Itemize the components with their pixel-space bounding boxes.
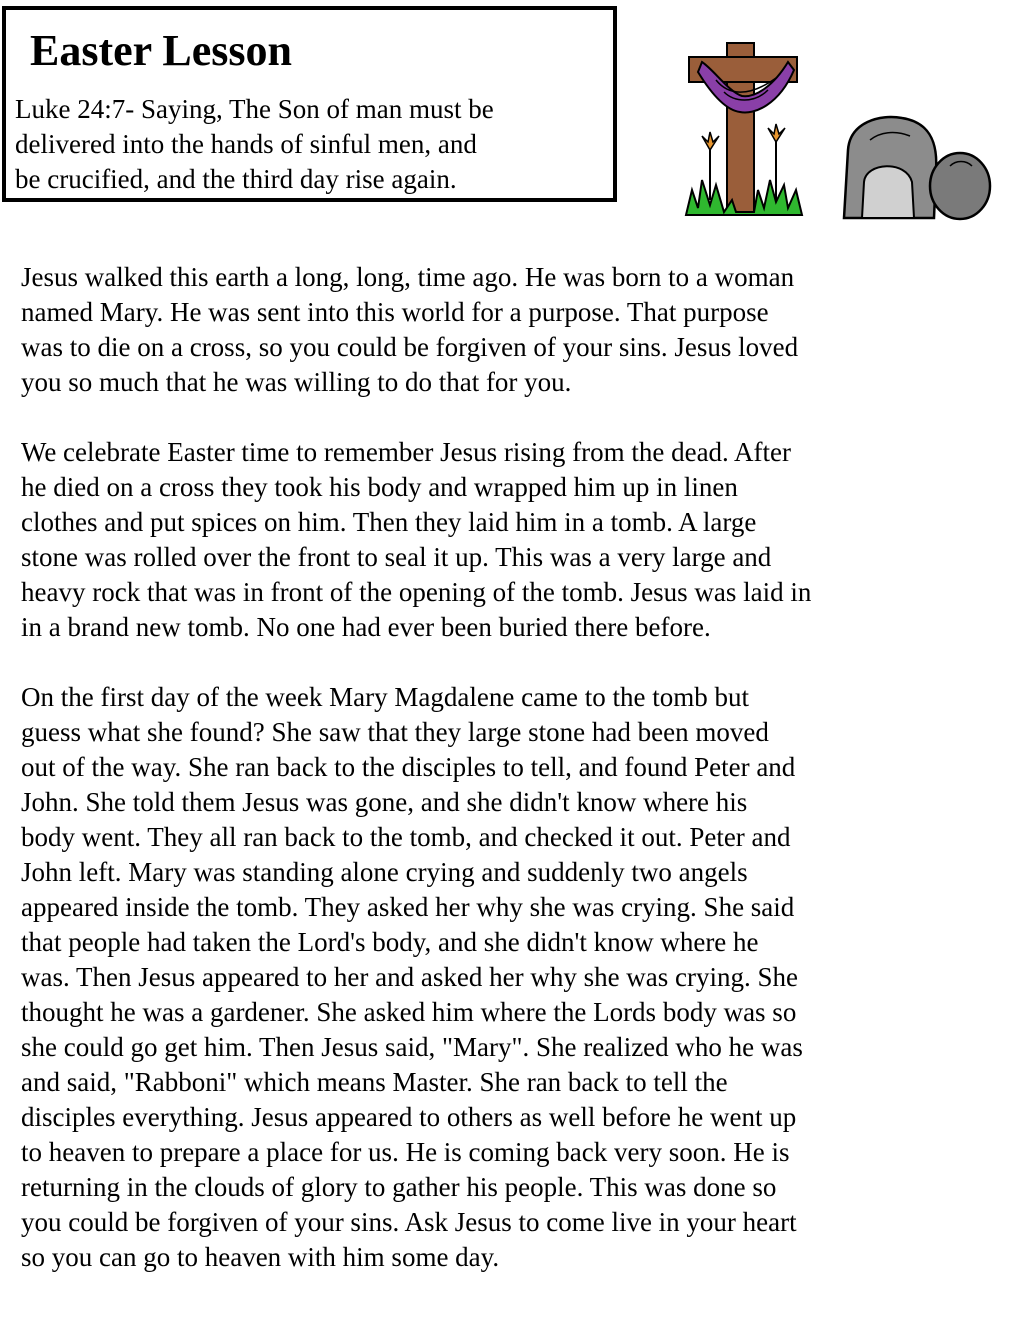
lesson-paragraph bbox=[21, 260, 1001, 400]
paragraph-line: so you can go to heaven with him some day. bbox=[21, 1242, 500, 1272]
paragraph-line: John. She told them Jesus was gone, and she didn't know where his bbox=[21, 787, 748, 817]
paragraph-line: guess what she found? She saw that they large stone had been moved bbox=[21, 717, 769, 747]
paragraph-line: clothes and put spices on him. Then they laid him in a tomb. A large bbox=[21, 507, 757, 537]
paragraph-line: body went. They all ran back to the tomb, and checked it out. Peter and bbox=[21, 822, 791, 852]
paragraph-line: out of the way. She ran back to the disciples to tell, and found Peter and bbox=[21, 752, 796, 782]
paragraph-line: you could be forgiven of your sins. Ask Jesus to come live in your heart bbox=[21, 1207, 797, 1237]
paragraph-line: stone was rolled over the front to seal it up. This was a very large and bbox=[21, 542, 772, 572]
paragraph-line: she could go get him. Then Jesus said, "Mary". She realized who he was bbox=[21, 1032, 803, 1062]
cross-icon bbox=[684, 40, 804, 220]
paragraph-line: that people had taken the Lord's body, and she didn't know where he bbox=[21, 927, 759, 957]
paragraph-line: On the first day of the week Mary Magdalene came to the tomb but bbox=[21, 682, 750, 712]
paragraph-line: was to die on a cross, so you could be forgiven of your sins. Jesus loved bbox=[21, 332, 799, 362]
lesson-paragraph bbox=[21, 680, 1001, 1275]
paragraph-line: returning in the clouds of glory to gather his people. This was done so bbox=[21, 1172, 777, 1202]
paragraph-line: was. Then Jesus appeared to her and asked her why she was crying. She bbox=[21, 962, 799, 992]
header-box bbox=[2, 6, 617, 202]
paragraph-line: Jesus walked this earth a long, long, time ago. He was born to a woman bbox=[21, 262, 795, 292]
paragraph-line: in a brand new tomb. No one had ever been buried there before. bbox=[21, 612, 711, 642]
page-title: Easter Lesson bbox=[30, 26, 292, 75]
lesson-paragraph bbox=[21, 435, 1001, 645]
paragraph-line: appeared inside the tomb. They asked her why she was crying. She said bbox=[21, 892, 795, 922]
empty-tomb-icon bbox=[840, 110, 995, 225]
scripture-verse bbox=[15, 92, 615, 197]
verse-line: be crucified, and the third day rise again. bbox=[15, 164, 457, 194]
paragraph-line: John left. Mary was standing alone crying and suddenly two angels bbox=[21, 857, 748, 887]
paragraph-line: disciples everything. Jesus appeared to others as well before he went up bbox=[21, 1102, 797, 1132]
paragraph-line: and said, "Rabboni" which means Master. She ran back to tell the bbox=[21, 1067, 728, 1097]
paragraph-line: We celebrate Easter time to remember Jesus rising from the dead. After bbox=[21, 437, 792, 467]
verse-line: Luke 24:7- Saying, The Son of man must be bbox=[15, 94, 494, 124]
paragraph-line: heavy rock that was in front of the opening of the tomb. Jesus was laid in bbox=[21, 577, 812, 607]
paragraph-line: named Mary. He was sent into this world for a purpose. That purpose bbox=[21, 297, 769, 327]
paragraph-line: thought he was a gardener. She asked him where the Lords body was so bbox=[21, 997, 797, 1027]
verse-line: delivered into the hands of sinful men, and bbox=[15, 129, 477, 159]
lesson-body bbox=[21, 260, 1001, 1310]
paragraph-line: to heaven to prepare a place for us. He is coming back very soon. He is bbox=[21, 1137, 790, 1167]
paragraph-line: he died on a cross they took his body and wrapped him up in linen bbox=[21, 472, 738, 502]
paragraph-line: you so much that he was willing to do that for you. bbox=[21, 367, 572, 397]
